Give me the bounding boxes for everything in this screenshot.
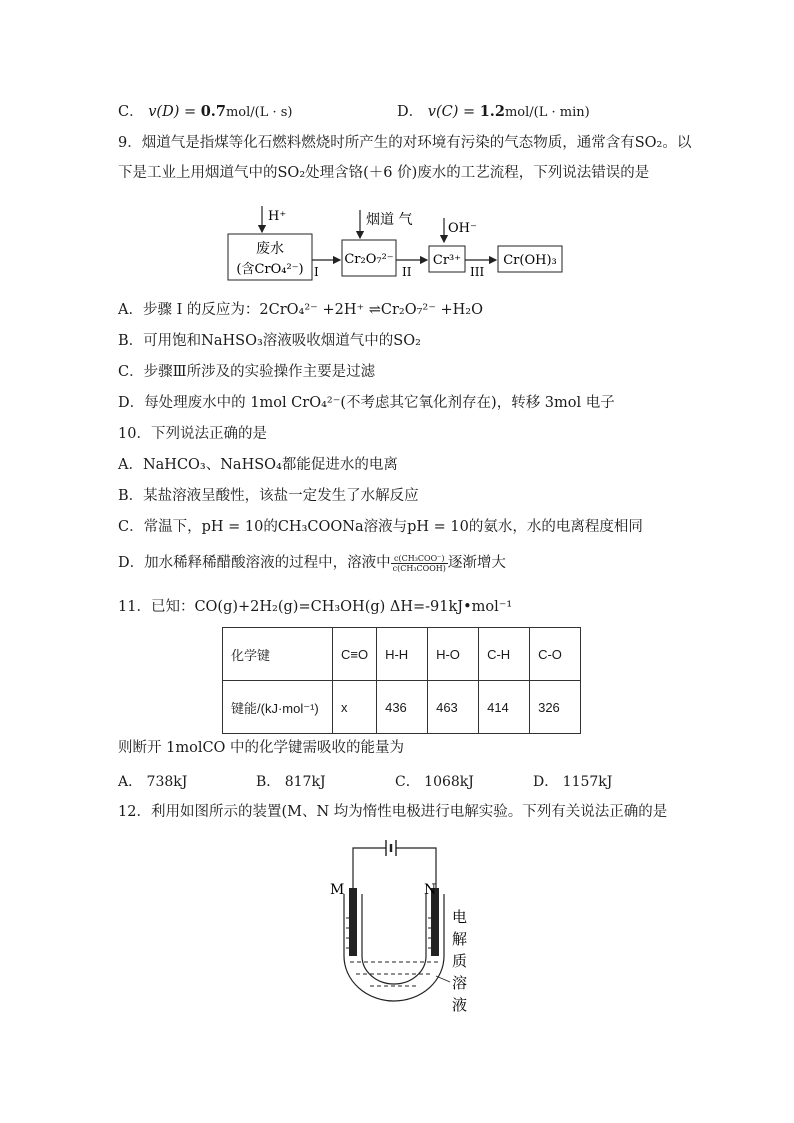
option-d-suffix: 逐渐增大: [447, 555, 506, 571]
q11-option-b: B． 817kJ: [256, 774, 326, 790]
q9-option-b: B．可用饱和NaHSO₃溶液吸收烟道气中的SO₂: [118, 333, 421, 349]
q10-option-d: [118, 553, 506, 573]
q9-option-c: C．步骤Ⅲ所涉及的实验操作主要是过滤: [118, 364, 376, 380]
box1-line2: (含CrO₄²⁻): [236, 262, 304, 277]
option-unit: mol/(L · s): [225, 105, 293, 120]
fraction-denominator: c(CH₃COOH): [392, 563, 446, 573]
label-n: N: [424, 882, 437, 898]
table-row: [223, 681, 581, 734]
step2-label: II: [402, 265, 412, 279]
electrolyte-char: 液: [452, 996, 468, 1014]
step3-label: III: [470, 265, 485, 279]
table-cell: C≡O: [333, 628, 377, 681]
q8-option-d: [397, 102, 590, 123]
table-cell: 键能/(kJ·mol⁻¹): [223, 681, 333, 734]
option-letter: D．: [397, 104, 424, 120]
q9-stem-line2: 下是工业上用烟道气中的SO₂处理含铬(＋6 价)废水的工艺流程，下列说法错误的是: [118, 165, 650, 181]
table-header-row: [223, 628, 581, 681]
fraction-numerator: c(CH₃COO⁻): [391, 554, 448, 564]
electrolyte-char: 质: [452, 952, 468, 970]
q12-stem: 12．利用如图所示的装置(M、N 均为惰性电极进行电解实验。下列有关说法正确的是: [118, 804, 668, 820]
electrolyte-char: 溶: [452, 974, 468, 992]
option-value: 1.2: [479, 103, 505, 120]
option-expr: v(D) =: [148, 104, 201, 120]
q8-option-c: [118, 102, 293, 123]
electrode-m: [349, 888, 357, 956]
q9-option-a: A．步骤 I 的反应为：2CrO₄²⁻ +2H⁺ ⇌Cr₂O₇²⁻ +H₂O: [118, 302, 483, 318]
table-cell: x: [333, 681, 377, 734]
table-cell: H-H: [377, 628, 428, 681]
table-cell: 326: [530, 681, 581, 734]
table-cell: C-O: [530, 628, 581, 681]
q11-option-d: D． 1157kJ: [533, 774, 613, 790]
electrolyte-label: [452, 908, 467, 1014]
q11-question: 则断开 1molCO 中的化学键需吸收的能量为: [118, 740, 405, 756]
step1-label: I: [314, 265, 319, 279]
q10-stem: 10．下列说法正确的是: [118, 426, 267, 442]
box2-label: Cr₂O₇²⁻: [344, 252, 394, 267]
table-cell: 414: [479, 681, 530, 734]
label-pointer: [436, 976, 450, 982]
q9-flow-diagram: [222, 200, 572, 290]
electrode-n: [431, 888, 439, 956]
table-cell: 436: [377, 681, 428, 734]
u-tube-outer: [344, 894, 444, 1001]
option-d-prefix: D．加水稀释稀醋酸溶液的过程中，溶液中: [118, 555, 391, 571]
box3-label: Cr³⁺: [432, 253, 462, 268]
table-cell: C-H: [479, 628, 530, 681]
flue-gas-label: 烟道 气: [366, 212, 413, 228]
table-cell: 463: [428, 681, 479, 734]
q10-option-c: C．常温下，pH = 10的CH₃COONa溶液与pH = 10的氨水，水的电离程度相同: [118, 519, 643, 535]
h-plus-label: H⁺: [268, 209, 287, 224]
q9-option-d: D．每处理废水中的 1mol CrO₄²⁻(不考虑其它氧化剂存在)，转移 3mol 电子: [118, 395, 615, 411]
label-m: M: [330, 882, 345, 898]
u-tube-inner: [362, 894, 426, 984]
option-unit: mol/(L · min): [504, 105, 590, 120]
electrolyte-dashes: [346, 918, 442, 986]
q10-option-a: A．NaHCO₃、NaHSO₄都能促进水的电离: [118, 457, 398, 473]
electrolyte-char: 解: [452, 930, 468, 948]
table-cell: H-O: [428, 628, 479, 681]
concentration-fraction: [391, 554, 448, 573]
q10-option-b: B．某盐溶液呈酸性，该盐一定发生了水解反应: [118, 488, 419, 504]
oh-label: OH⁻: [448, 221, 477, 236]
electrolyte-char: 电: [452, 908, 468, 926]
box4-label: Cr(OH)₃: [503, 253, 557, 268]
wire-left: [353, 848, 386, 891]
electrolysis-apparatus: [318, 836, 478, 1016]
box1-line1: 废水: [256, 241, 284, 257]
option-expr: v(C) =: [427, 104, 480, 120]
option-value: 0.7: [200, 103, 226, 120]
option-letter: C．: [118, 104, 144, 120]
table-cell: 化学键: [223, 628, 333, 681]
q11-option-c: C． 1068kJ: [395, 774, 474, 790]
q11-option-a: A． 738kJ: [118, 774, 188, 790]
bond-energy-table: [222, 627, 581, 734]
q11-stem: 11．已知：CO(g)+2H₂(g)=CH₃OH(g) ΔH=-91kJ•mol⁻¹: [118, 599, 513, 615]
q9-stem-line1: 9．烟道气是指煤等化石燃料燃烧时所产生的对环境有污染的气态物质，通常含有SO₂。以: [118, 135, 692, 151]
